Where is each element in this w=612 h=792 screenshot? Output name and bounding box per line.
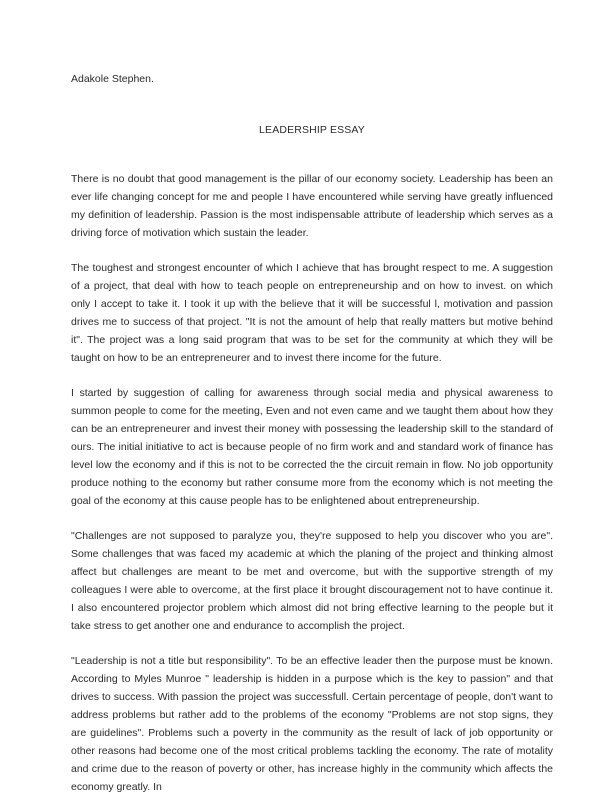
paragraph: The toughest and strongest encounter of which I achieve that has brought respect to me. A suggestion of a project, that deal with how to teach people on entrepreneurship and on how to invest. on which only I accept to take it. I took it up with the believe that it will be successful l, motivation and passion drives me to success of that project. "It is not the amount of help that really matters but motive behind it". The project was a long said program that was to be set for the community at which they will be taught on how to be an entrepreneurer and to invest there income for the future. [71,262,553,364]
author-name: Adakole Stephen. [71,73,154,85]
paragraph: "Leadership is not a title but responsibility". To be an effective leader then the purpose must be known. According to Myles Munroe " leadership is hidden in a purpose which is the key to passion" and that drives to success. With passion the project was successfull. Certain percentage of people, don't want to address problems but rather add to the problems of the economy "Problems are not stop signs, they are guidelines". Problems such a poverty in the community as the result of lack of job opportunity or other reasons had become one of the most critical problems tackling the economy. The rate of motality and crime due to the reason of poverty or other, has increase highly in the community which affects the economy greatly. In [71,655,553,792]
document-content [71,0,553,792]
essay-body [71,139,553,792]
page-title: LEADERSHIP ESSAY [259,124,365,136]
paragraph: I started by suggestion of calling for awareness through social media and physical awareness to summon people to come for the meeting, Even and not even came and we taught them about how they can be an entrepreneurer and invest their money with possessing the leadership skill to the standard of ours. The initial initiative to act is because people of no firm work and and standard work of finance has level low the economy and if this is not to be corrected the the circuit remain in flow. No job opportunity produce nothing to the economy but rather consume more from the economy which is not meeting the goal of the economy at this cause people has to be enlightened about entrepreneurship. [71,387,553,507]
paragraph: There is no doubt that good management is the pillar of our economy society. Leadership has been an ever life changing concept for me and people I have encountered while serving have greatly influenced my definition of leadership. Passion is the most indispensable attribute of leadership which serves as a driving force of motivation which sustain the leader. [71,173,553,239]
paragraph: "Challenges are not supposed to paralyze you, they're supposed to help you discover who you are". Some challenges that was faced my academic at which the planing of the project and thinking almost affect but challenges are meant to be met and overcome, but with the supportive strength of my colleagues I were able to overcome, at the first place it brought discouragement not to have continue it. I also encountered projector problem which almost did not bring effective learning to the people but it take stress to get another one and endurance to accomplish the project. [71,530,553,632]
